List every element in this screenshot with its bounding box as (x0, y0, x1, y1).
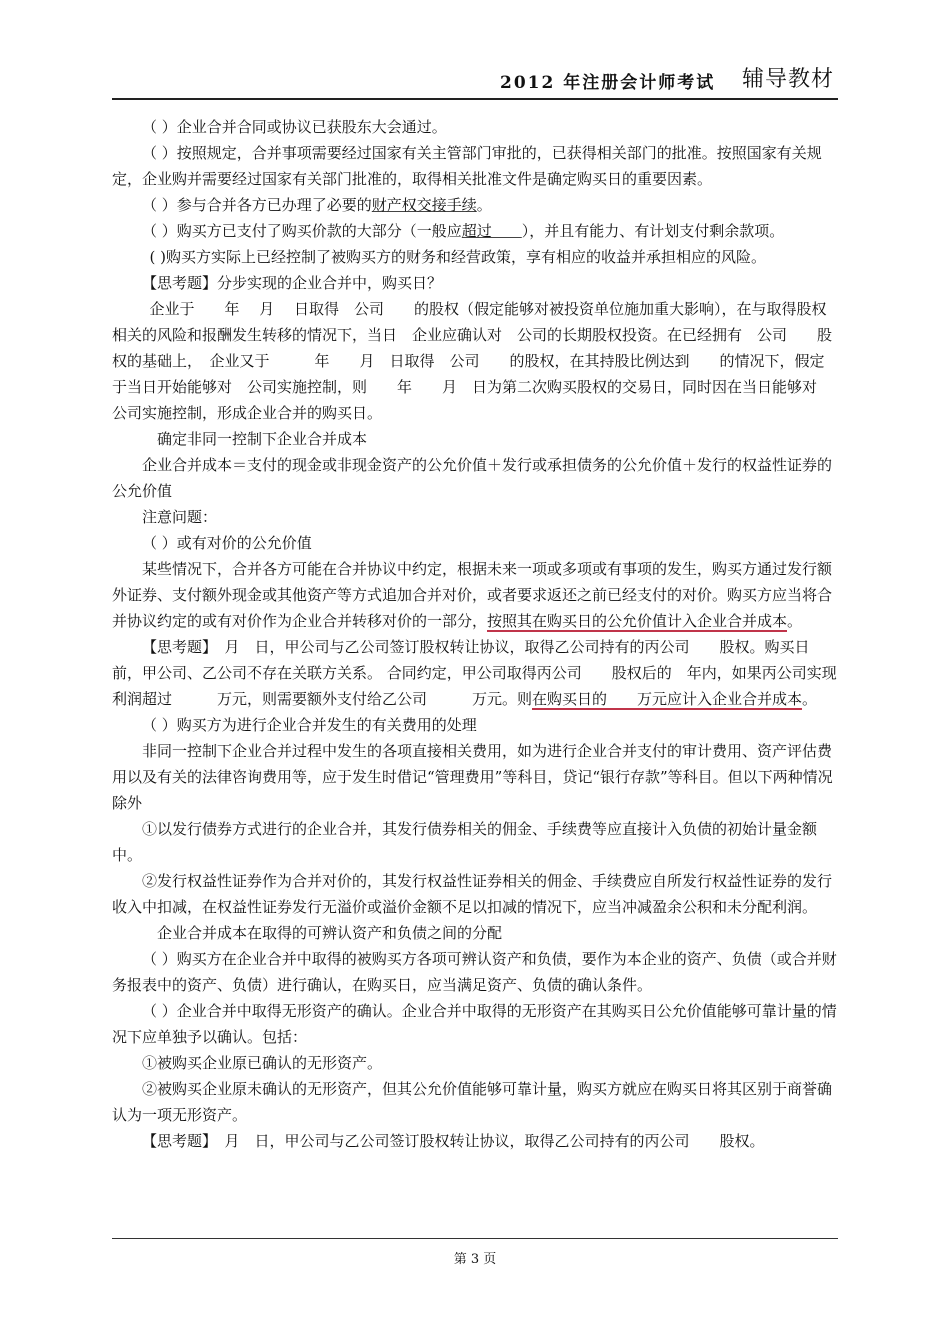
underlined-text: 财产权交接手续 (371, 196, 477, 214)
question-paragraph (112, 634, 838, 712)
paragraph: ②被购买企业原未确认的无形资产，但其公允价值能够可靠计量，购买方就应在购买日将其区别于商誉确认为一项无形资产。 (112, 1080, 833, 1124)
paragraph (112, 192, 838, 218)
text: 。 (476, 196, 492, 214)
paragraph: ( )购买方实际上已经控制了被购买方的财务和经营政策，享有相应的收益并承担相应的风险。 (149, 248, 766, 266)
paragraph: （ ）购买方在企业合并中取得的被购买方各项可辨认资产和负债，要作为本企业的资产、负债（或合并财务报表中的资产、负债）进行确认，在购买日，应当满足资产、负债的确认条件。 (112, 950, 837, 994)
paragraph: （ ）或有对价的公允价值 (142, 534, 312, 552)
paragraph: 注意问题： (142, 508, 218, 526)
paragraph: ①以发行债券方式进行的企业合并，其发行债券相关的佣金、手续费等应直接计入负债的初始计量金额中。 (112, 820, 818, 864)
text: （ ）参与合并各方已办理了必要的 (142, 196, 372, 214)
text: 【思考题】 月 日，甲公司与乙公司签订股权转让协议，取得乙公司持有的丙公司 股权。购买日前，甲公司、乙公司不存在关联方关系。 合同约定，甲公司取得丙公司 股权后的 年内，如果丙公司实现利润超过 万元，则需要额外支付给乙公司 万元。则 (112, 638, 837, 708)
text: ），并且有能力、有计划支付剩余款项。 (521, 222, 785, 240)
paragraph: ②发行权益性证券作为合并对价的，其发行权益性证券相关的佣金、手续费应自所发行权益性证券的发行收入中扣减，在权益性证券发行无溢价或溢价金额不足以扣减的情况下，应当冲减盈余公积和未分配利润。 (112, 872, 833, 916)
header-title: 辅导教材 (741, 67, 834, 92)
paragraph: （ ）企业合并合同或协议已获股东大会通过。 (142, 118, 447, 136)
question-paragraph: 【思考题】 月 日，甲公司与乙公司签订股权转让协议，取得乙公司持有的丙公司 股权。 (142, 1132, 765, 1150)
section-heading: 企业合并成本在取得的可辨认资产和负债之间的分配 (157, 924, 503, 942)
paragraph: ①被购买企业原已确认的无形资产。 (142, 1054, 383, 1072)
page-header (112, 58, 838, 98)
page-number: 第 3 页 (453, 1252, 497, 1267)
footer-divider (112, 1238, 838, 1239)
paragraph (112, 556, 838, 634)
text: 某些情况下，合并各方可能在合并协议中约定，根据未来一项或多项或有事项的发生，购买方通过发行额外证券、支付额外现金或其他资产等方式追加合并对价，或者要求返还之前已经支付的对价。购买方应当将合并协议约定的或有对价作为企业合并转移对价的一部分， (112, 560, 833, 630)
underlined-text: 超过 (461, 222, 522, 240)
header-year: 2012 年注册会计师考试 (500, 73, 716, 93)
highlighted-text: 在购买日的 万元应计入企业合并成本 (532, 690, 803, 708)
header-divider (112, 98, 838, 100)
text: （ ）购买方已支付了购买价款的大部分（一般应 (142, 222, 462, 240)
paragraph: 非同一控制下企业合并过程中发生的各项直接相关费用，如为进行企业合并支付的审计费用、资产评估费用以及有关的法律咨询费用等，应于发生时借记“管理费用”等科目，贷记“银行存款”等科目。但以下两种情况除外 (112, 742, 833, 812)
paragraph: （ ）企业合并中取得无形资产的确认。企业合并中取得的无形资产在其购买日公允价值能够可靠计量的情况下应单独予以确认。包括： (112, 1002, 837, 1046)
highlighted-text: 按照其在购买日的公允价值计入企业合并成本 (487, 612, 788, 630)
paragraph: （ ）按照规定，合并事项需要经过国家有关主管部门审批的，已获得相关部门的批准。按照国家有关规定，企业购并需要经过国家有关部门批准的，取得相关批准文件是确定购买日的重要因素。 (112, 144, 822, 188)
text: 。 (802, 690, 818, 708)
section-heading: 确定非同一控制下企业合并成本 (157, 430, 368, 448)
paragraph: 企业于 年 月 日取得 公司 的股权（假定能够对被投资单位施加重大影响），在与取得股权相关的风险和报酬发生转移的情况下，当日 企业应确认对 公司的长期股权投资。在已经拥有 公司 股权的基础上， 企业又于 年 月 日取得 公司 的股权，在其持股比例达到 的情况下，假定于当日开始能够对 公司实施控制，则 年 月 日为第二次购买股权的交易日，同时因在当日能够对 公司实施控制，形成企业合并的购买日。 (112, 300, 833, 422)
document-body (112, 114, 838, 1154)
paragraph: （ ）购买方为进行企业合并发生的有关费用的处理 (142, 716, 477, 734)
paragraph: 企业合并成本＝支付的现金或非现金资产的公允价值＋发行或承担债务的公允价值＋发行的权益性证券的公允价值 (112, 456, 833, 500)
text: 。 (787, 612, 803, 630)
paragraph (112, 218, 838, 244)
question-heading: 【思考题】分步实现的企业合并中，购买日？ (142, 274, 443, 292)
